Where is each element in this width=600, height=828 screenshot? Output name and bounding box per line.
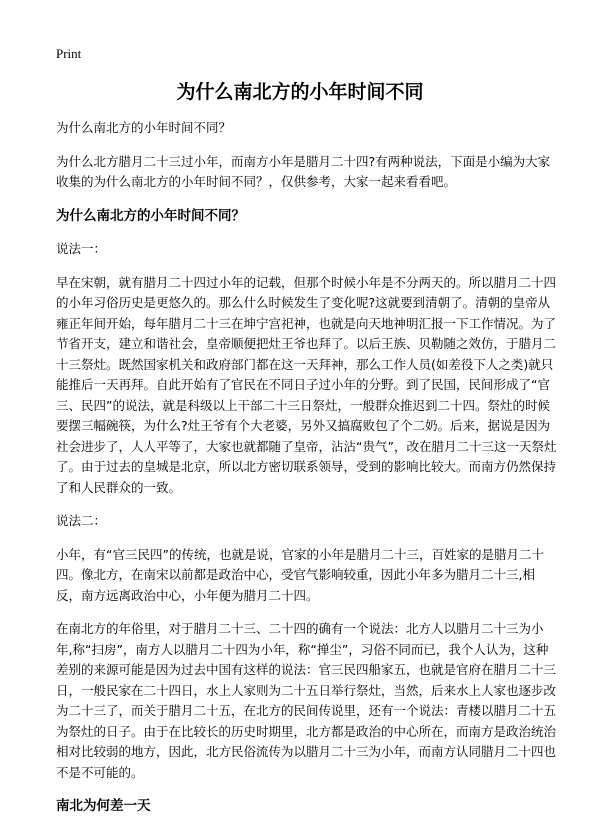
page-title: 为什么南北方的小年时间不同 [176,81,424,103]
section-heading-2: 南北为何差一天 [56,798,151,814]
intro-paragraph: 为什么北方腊月二十三过小年，而南方小年是腊月二十四?有两种说法，下面是小编为大家收集的为什么南北方的小年时间不同？，仅供参考，大家一起来看看吧。 [56,153,551,189]
section-heading-1: 为什么南北方的小年时间不同？ [56,207,245,224]
view-three-paragraph: 在南北方的年俗里，对于腊月二十三、二十四的确有一个说法：北方人以腊月二十三为小年,称“扫房”，南方人以腊月二十四为小年，称“掸尘”，习俗不同而已，我个人认为，这种差别的来源可能是因为过去中国有这样的说法：官三民四船家五，也就是官府在腊月二十三日，一般民家在二十四日，水上人家则为二十五日举行祭灶，当然，后来水上人家也逐步改为二十三了，而关于腊月二十五，在北方的民间传说里，还有一个说法：青楼以腊月二十五为祭灶的日子。由于在比较长的历史时期里，北方都是政治的中心所在，而南方是政治统治相对比较弱的地方，因此，北方民俗流传为以腊月二十三为小年，而南方认同腊月二十四也不是不可能的。 [56,621,557,780]
article-body [56,118,558,817]
subtitle: 为什么南北方的小年时间不同？ [56,120,232,135]
view-two-label: 说法二： [56,513,107,528]
view-one-paragraph: 早在宋朝，就有腊月二十四过小年的记载，但那个时候小年是不分两天的。所以腊月二十四的小年习俗历史是更悠久的。那么什么时候发生了变化呢?这就要到清朝了。清朝的皇帝从雍正年间开始，每年腊月二十三在坤宁宫祀神，也就是向天地神明汇报一下工作情况。为了节省开支，建立和谐社会，皇帝顺便把灶王爷也拜了。以后王族、贝勒随之效仿，于腊月二十三祭灶。既然国家机关和政府部门都在这一天拜神，那么工作人员(如差役下人之类)就只能推后一天再拜。自此开始有了官民在不同日子过小年的分野。到了民国，民间形成了“官三、民四”的说法，就是科级以上干部二十三日祭灶，一般群众推迟到二十四。祭灶的时候要摆三幅碗筷，为什么?灶王爷有个大老婆，另外又搞腐败包了个二奶。后来，据说是因为社会进步了，人人平等了，大家也就都随了皇帝，沾沾“贵气”，改在腊月二十三这一天祭灶了。由于过去的皇城是北京，所以北方密切联系领导，受到的影响比较大。而南方仍然保持了和人民群众的一致。 [56,274,557,495]
print-label: Print [56,46,82,61]
view-two-paragraph: 小年，有“官三民四”的传统，也就是说，官家的小年是腊月二十三，百姓家的是腊月二十四。像北方，在南宋以前都是政治中心，受官气影响较重，因此小年多为腊月二十三,相反，南方远离政治中心，小年便为腊月二十四。 [56,546,544,603]
view-one-label: 说法一： [56,241,107,256]
